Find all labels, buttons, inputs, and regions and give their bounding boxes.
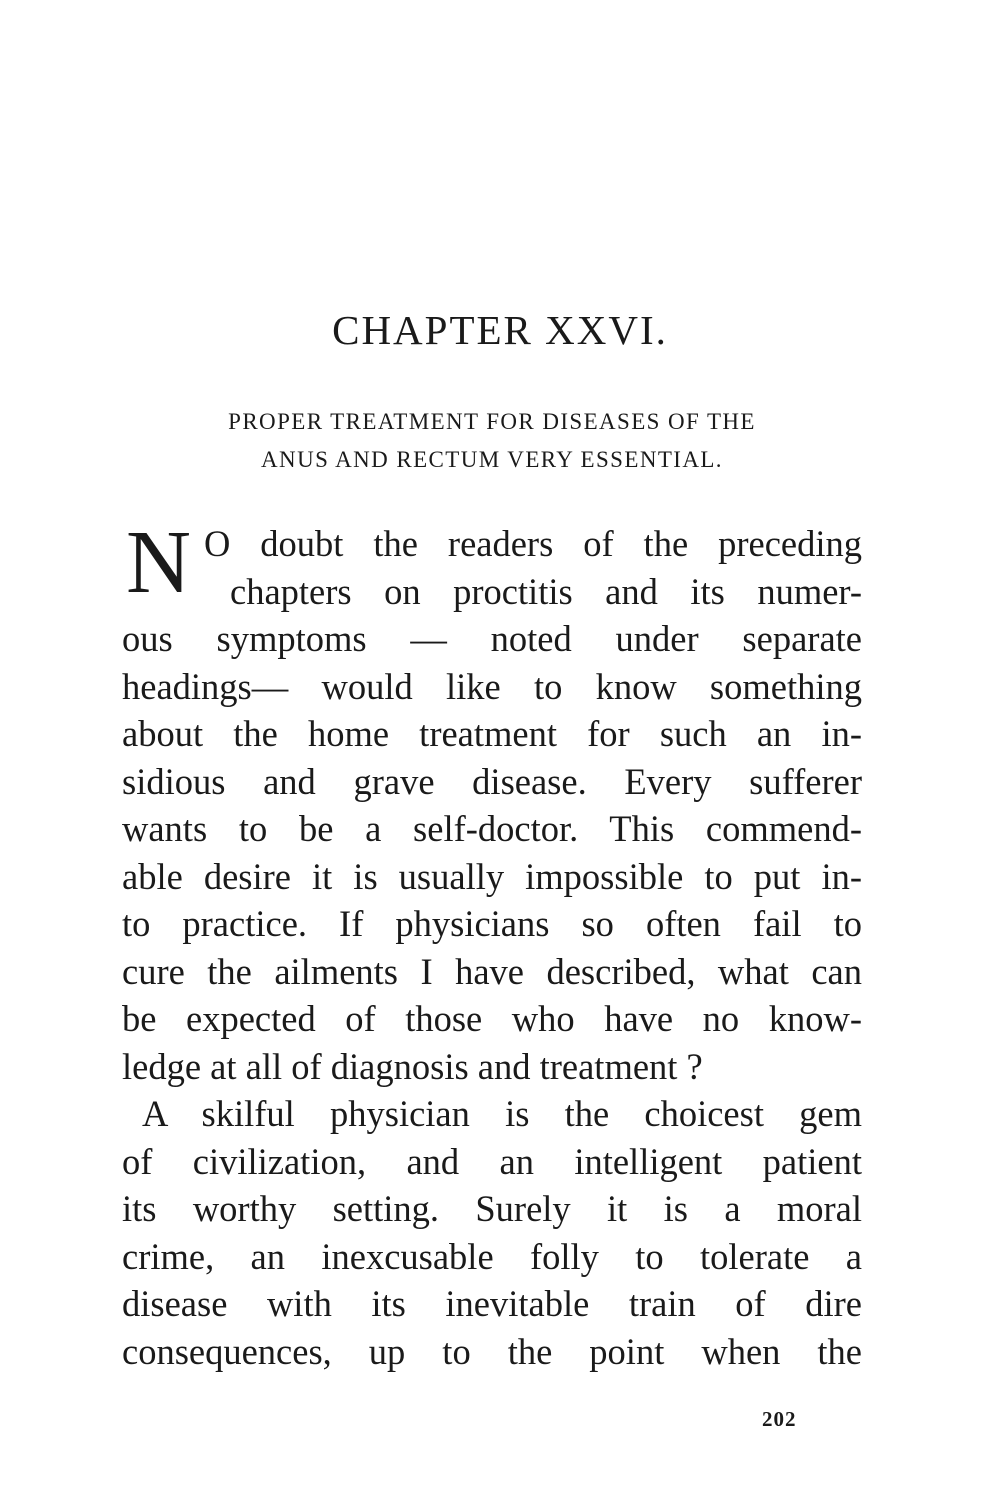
chapter-heading: CHAPTER XXVI. [332, 307, 668, 353]
text-line: A skilful physician is the choicest gem [142, 1093, 862, 1134]
chapter-subtitle-line: ANUS AND RECTUM VERY ESSENTIAL. [261, 447, 723, 472]
text-line: about the home treatment for such an in- [122, 713, 862, 754]
paragraph-1 [122, 513, 862, 1090]
text-line: ous symptoms — noted under separate [122, 618, 862, 659]
text-line: to practice. If physicians so often fail to [122, 903, 862, 944]
text-line: its worthy setting. Surely it is a moral [122, 1188, 862, 1229]
page-number: 202 [762, 1407, 797, 1431]
body-text [122, 513, 862, 1375]
text-line: consequences, up to the point when the [122, 1330, 862, 1372]
text-line: able desire it is usually impossible to put in- [122, 855, 862, 897]
text-line: headings— would like to know something [122, 665, 862, 707]
paragraph-2 [122, 1090, 862, 1375]
text-line-content: O doubt the readers of the preceding [204, 523, 862, 564]
text-line: wants to be a self-doctor. This commend- [122, 808, 862, 849]
text-line: sidious and grave disease. Every sufferer [122, 760, 862, 802]
text-line: cure the ailments I have described, what can [122, 950, 862, 992]
chapter-subtitle [122, 403, 862, 479]
text-line: of civilization, and an intelligent patient [122, 1140, 862, 1182]
text-line: be expected of those who have no know- [122, 998, 862, 1039]
text-line: disease with its inevitable train of dire [122, 1283, 862, 1324]
text-line: chapters on proctitis and its numer- [230, 570, 862, 612]
chapter-subtitle-line: PROPER TREATMENT FOR DISEASES OF THE [228, 409, 756, 434]
text-line: ledge at all of diagnosis and treatment ? [122, 1045, 703, 1087]
text-line: crime, an inexcusable folly to tolerate a [122, 1235, 862, 1277]
drop-cap: N [126, 513, 191, 612]
